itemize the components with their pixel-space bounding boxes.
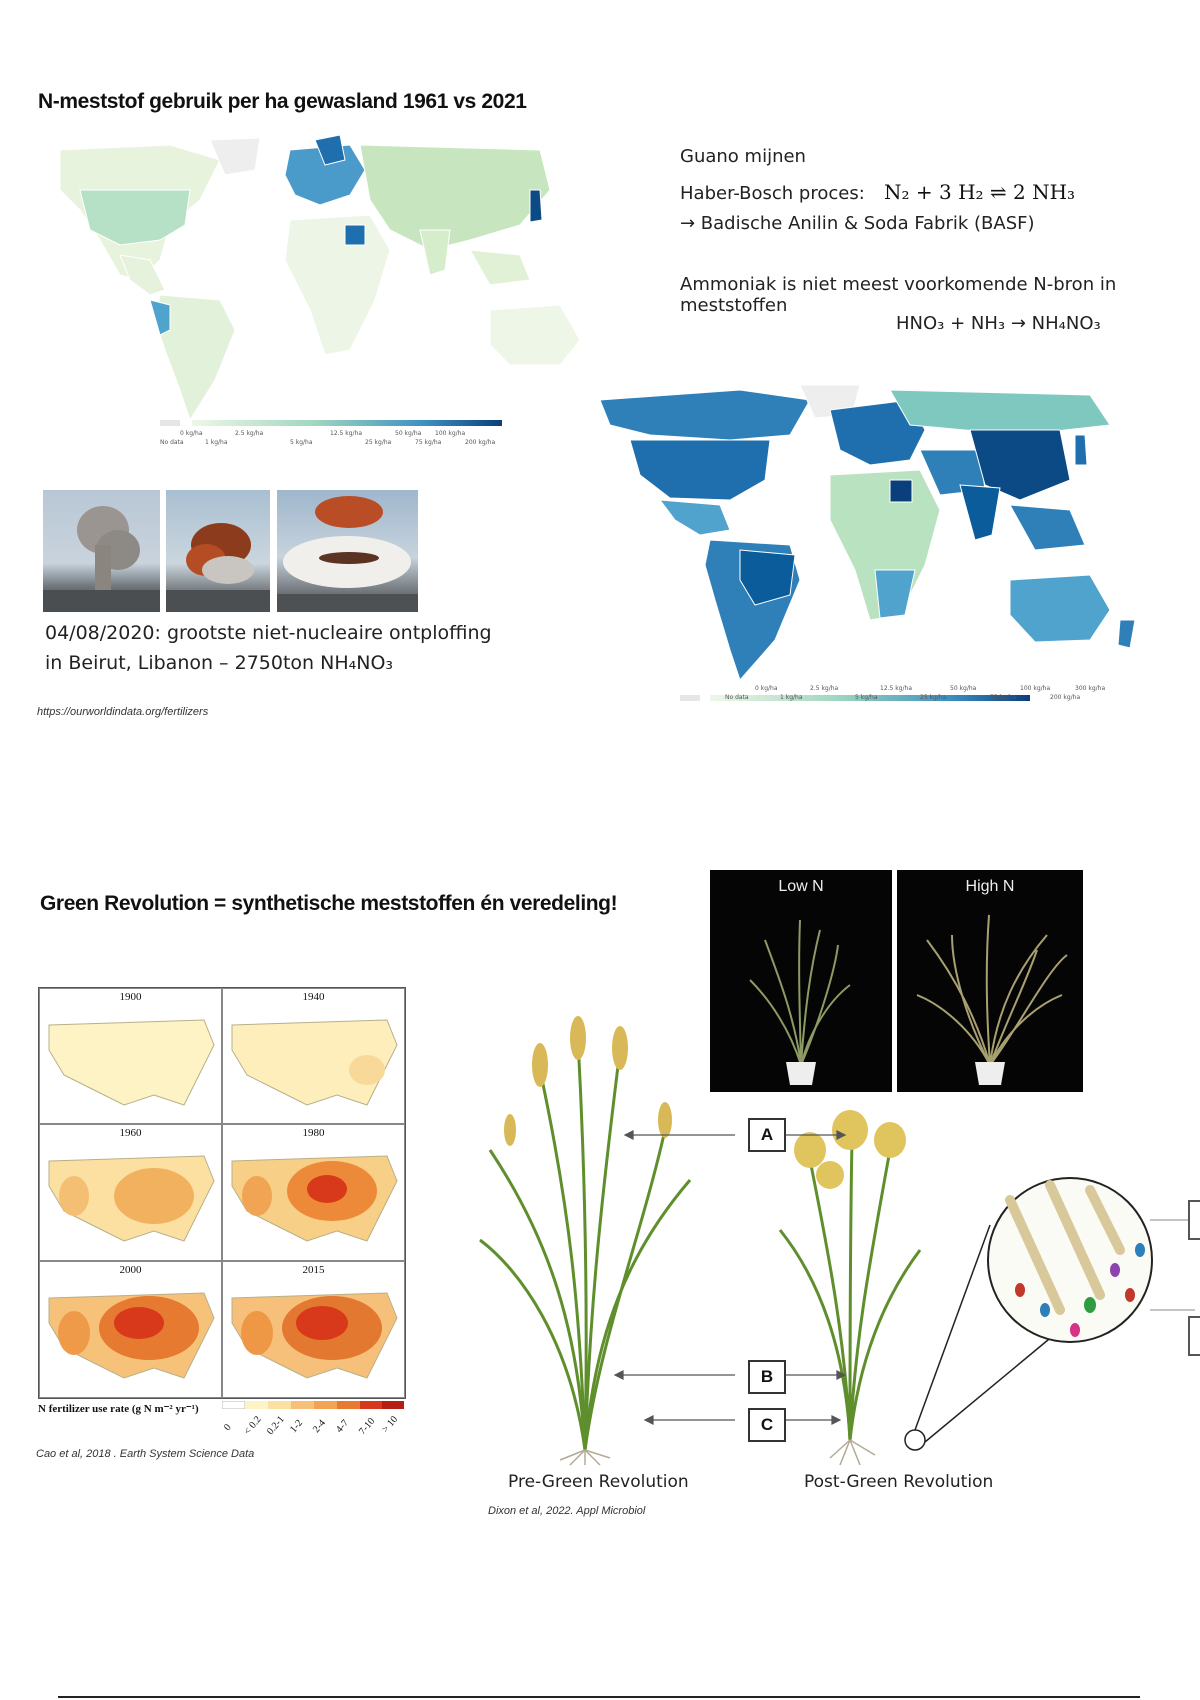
- us-legend-tick: < 0.2: [242, 1414, 264, 1438]
- legend-1961-tick: 200 kg/ha: [465, 439, 496, 446]
- label-a: A: [748, 1118, 786, 1152]
- beirut-caption-line2: in Beirut, Libanon – 2750ton NH₄NO₃: [45, 652, 394, 674]
- us-legend-colorbar: [222, 1401, 404, 1409]
- map-2021-mexico: [660, 500, 730, 535]
- map-2021-japan: [1075, 435, 1087, 465]
- legend-1961-tick: 100 kg/ha: [435, 430, 466, 437]
- map-2021-southern-africa: [875, 570, 915, 618]
- year-label: 1900: [119, 991, 142, 1003]
- us-map-2015: [222, 1261, 405, 1398]
- year-label: 2015: [302, 1264, 325, 1276]
- legend-1961-tick: 75 kg/ha: [415, 439, 442, 446]
- beirut-photo-2: [166, 490, 270, 612]
- pre-gr-roots: [560, 1450, 610, 1465]
- us-map-2000: [39, 1261, 222, 1398]
- us-legend-tick: 7-10: [357, 1415, 378, 1438]
- pre-gr-plant: [480, 1040, 690, 1450]
- map-1961-australia: [490, 305, 580, 365]
- beirut-photo-3: [277, 490, 418, 612]
- map-1961-se-asia: [470, 250, 530, 285]
- year-label: 2000: [119, 1264, 142, 1276]
- us-legend-tick: 0: [222, 1422, 234, 1434]
- map-1961-greenland: [210, 138, 260, 175]
- map-2021-india: [960, 485, 1000, 540]
- legend-2021: [680, 685, 1120, 707]
- legend-1961-tick: No data: [160, 439, 184, 446]
- haber-bosch-equation: N₂ + 3 H₂ ⇌ 2 NH₃: [884, 180, 1076, 204]
- map-2021-egypt: [890, 480, 912, 502]
- guano-text: Guano mijnen: [680, 146, 806, 167]
- world-map-1961: [20, 130, 620, 450]
- green-revolution-illustration: [450, 1010, 1200, 1470]
- us-legend-title: N fertilizer use rate (g N m⁻² yr⁻¹): [38, 1403, 199, 1415]
- map-1961-peru: [150, 300, 170, 335]
- map-1961-asia: [360, 145, 550, 250]
- us-legend-tick: 1-2: [288, 1417, 306, 1436]
- legend-2021-tick: 5 kg/ha: [855, 694, 878, 701]
- us-map-1980: [222, 1124, 405, 1261]
- legend-2021-tick: 200 kg/ha: [1050, 694, 1081, 701]
- map-1961-india: [420, 230, 450, 275]
- map-2021-australia: [1010, 575, 1110, 642]
- legend-1961: [160, 430, 520, 452]
- map-1961-usa: [80, 190, 190, 245]
- bottom-rule: [58, 1696, 1140, 1698]
- legend-1961-tick: 25 kg/ha: [365, 439, 392, 446]
- us-legend-ticks: [222, 1412, 404, 1436]
- legend-1961-tick: 0 kg/ha: [180, 430, 203, 437]
- pre-green-revolution-label: Pre-Green Revolution: [508, 1472, 689, 1492]
- legend-2021-tick: No data: [725, 694, 749, 701]
- legend-2021-tick: 1 kg/ha: [780, 694, 803, 701]
- dixon-citation: Dixon et al, 2022. Appl Microbiol: [488, 1505, 646, 1517]
- world-map-2021: [590, 380, 1150, 710]
- legend-2021-tick: 300 kg/ha: [1075, 685, 1106, 692]
- year-label: 1980: [302, 1127, 325, 1139]
- us-fertilizer-grid: [38, 987, 406, 1399]
- post-gr-roots: [830, 1440, 875, 1465]
- nitrate-equation: HNO₃ + NH₃ → NH₄NO₃: [896, 313, 1101, 334]
- owid-source-link[interactable]: https://ourworldindata.org/fertilizers: [37, 706, 209, 718]
- us-legend-tick: 2-4: [311, 1417, 329, 1436]
- us-map-1940: [222, 988, 405, 1124]
- legend-2021-tick: 12.5 kg/ha: [880, 685, 913, 692]
- beirut-caption-line1: 04/08/2020: grootste niet-nucleaire ontploffing: [45, 622, 492, 644]
- section2-heading: Green Revolution = synthetische meststoffen én veredeling!: [40, 892, 618, 915]
- label-b: B: [748, 1360, 786, 1394]
- us-map-1900: [39, 988, 222, 1124]
- map-1961-egypt: [345, 225, 365, 245]
- legend-2021-tick: 2.5 kg/ha: [810, 685, 839, 692]
- haber-bosch-label: Haber-Bosch proces:: [680, 183, 865, 204]
- legend-2021-tick: 50 kg/ha: [950, 685, 977, 692]
- high-n-label: High N: [965, 878, 1015, 895]
- map-2021-usa: [630, 440, 770, 500]
- map-2021-canada: [600, 390, 810, 440]
- map-2021-nz: [1118, 620, 1135, 648]
- legend-1961-tick: 50 kg/ha: [395, 430, 422, 437]
- us-legend-tick: 4-7: [334, 1417, 352, 1436]
- label-c: C: [748, 1408, 786, 1442]
- year-label: 1940: [302, 991, 325, 1003]
- legend-1961-tick: 2.5 kg/ha: [235, 430, 264, 437]
- us-map-1960: [39, 1124, 222, 1261]
- legend-1961-tick: 5 kg/ha: [290, 439, 313, 446]
- legend-2021-tick: 100 kg/ha: [1020, 685, 1051, 692]
- map-2021-se-asia: [1010, 505, 1085, 550]
- us-legend-tick: 0.2-1: [265, 1414, 287, 1438]
- beirut-photo-1: [43, 490, 160, 612]
- offpage-box-1: [1188, 1200, 1200, 1240]
- legend-2021-tick: 25 kg/ha: [920, 694, 947, 701]
- cao-citation: Cao et al, 2018 . Earth System Science Data: [36, 1448, 255, 1460]
- post-gr-plant: [780, 1140, 920, 1440]
- legend-2021-tick: 75 kg/ha: [990, 694, 1017, 701]
- low-n-label: Low N: [778, 878, 824, 895]
- year-label: 1960: [119, 1127, 142, 1139]
- offpage-box-2: [1188, 1316, 1200, 1356]
- map-1961-africa: [285, 215, 390, 355]
- legend-1961-tick: 12.5 kg/ha: [330, 430, 363, 437]
- ammonia-note: Ammoniak is niet meest voorkomende N-bron in meststoffen: [680, 274, 1117, 316]
- basf-text: → Badische Anilin & Soda Fabrik (BASF): [680, 213, 1035, 234]
- post-green-revolution-label: Post-Green Revolution: [804, 1472, 994, 1492]
- map-1961-japan: [530, 190, 542, 222]
- section1-heading: N-meststof gebruik per ha gewasland 1961 vs 2021: [38, 90, 527, 113]
- legend-2021-tick: 0 kg/ha: [755, 685, 778, 692]
- us-legend-tick: > 10: [380, 1414, 401, 1436]
- legend-1961-tick: 1 kg/ha: [205, 439, 228, 446]
